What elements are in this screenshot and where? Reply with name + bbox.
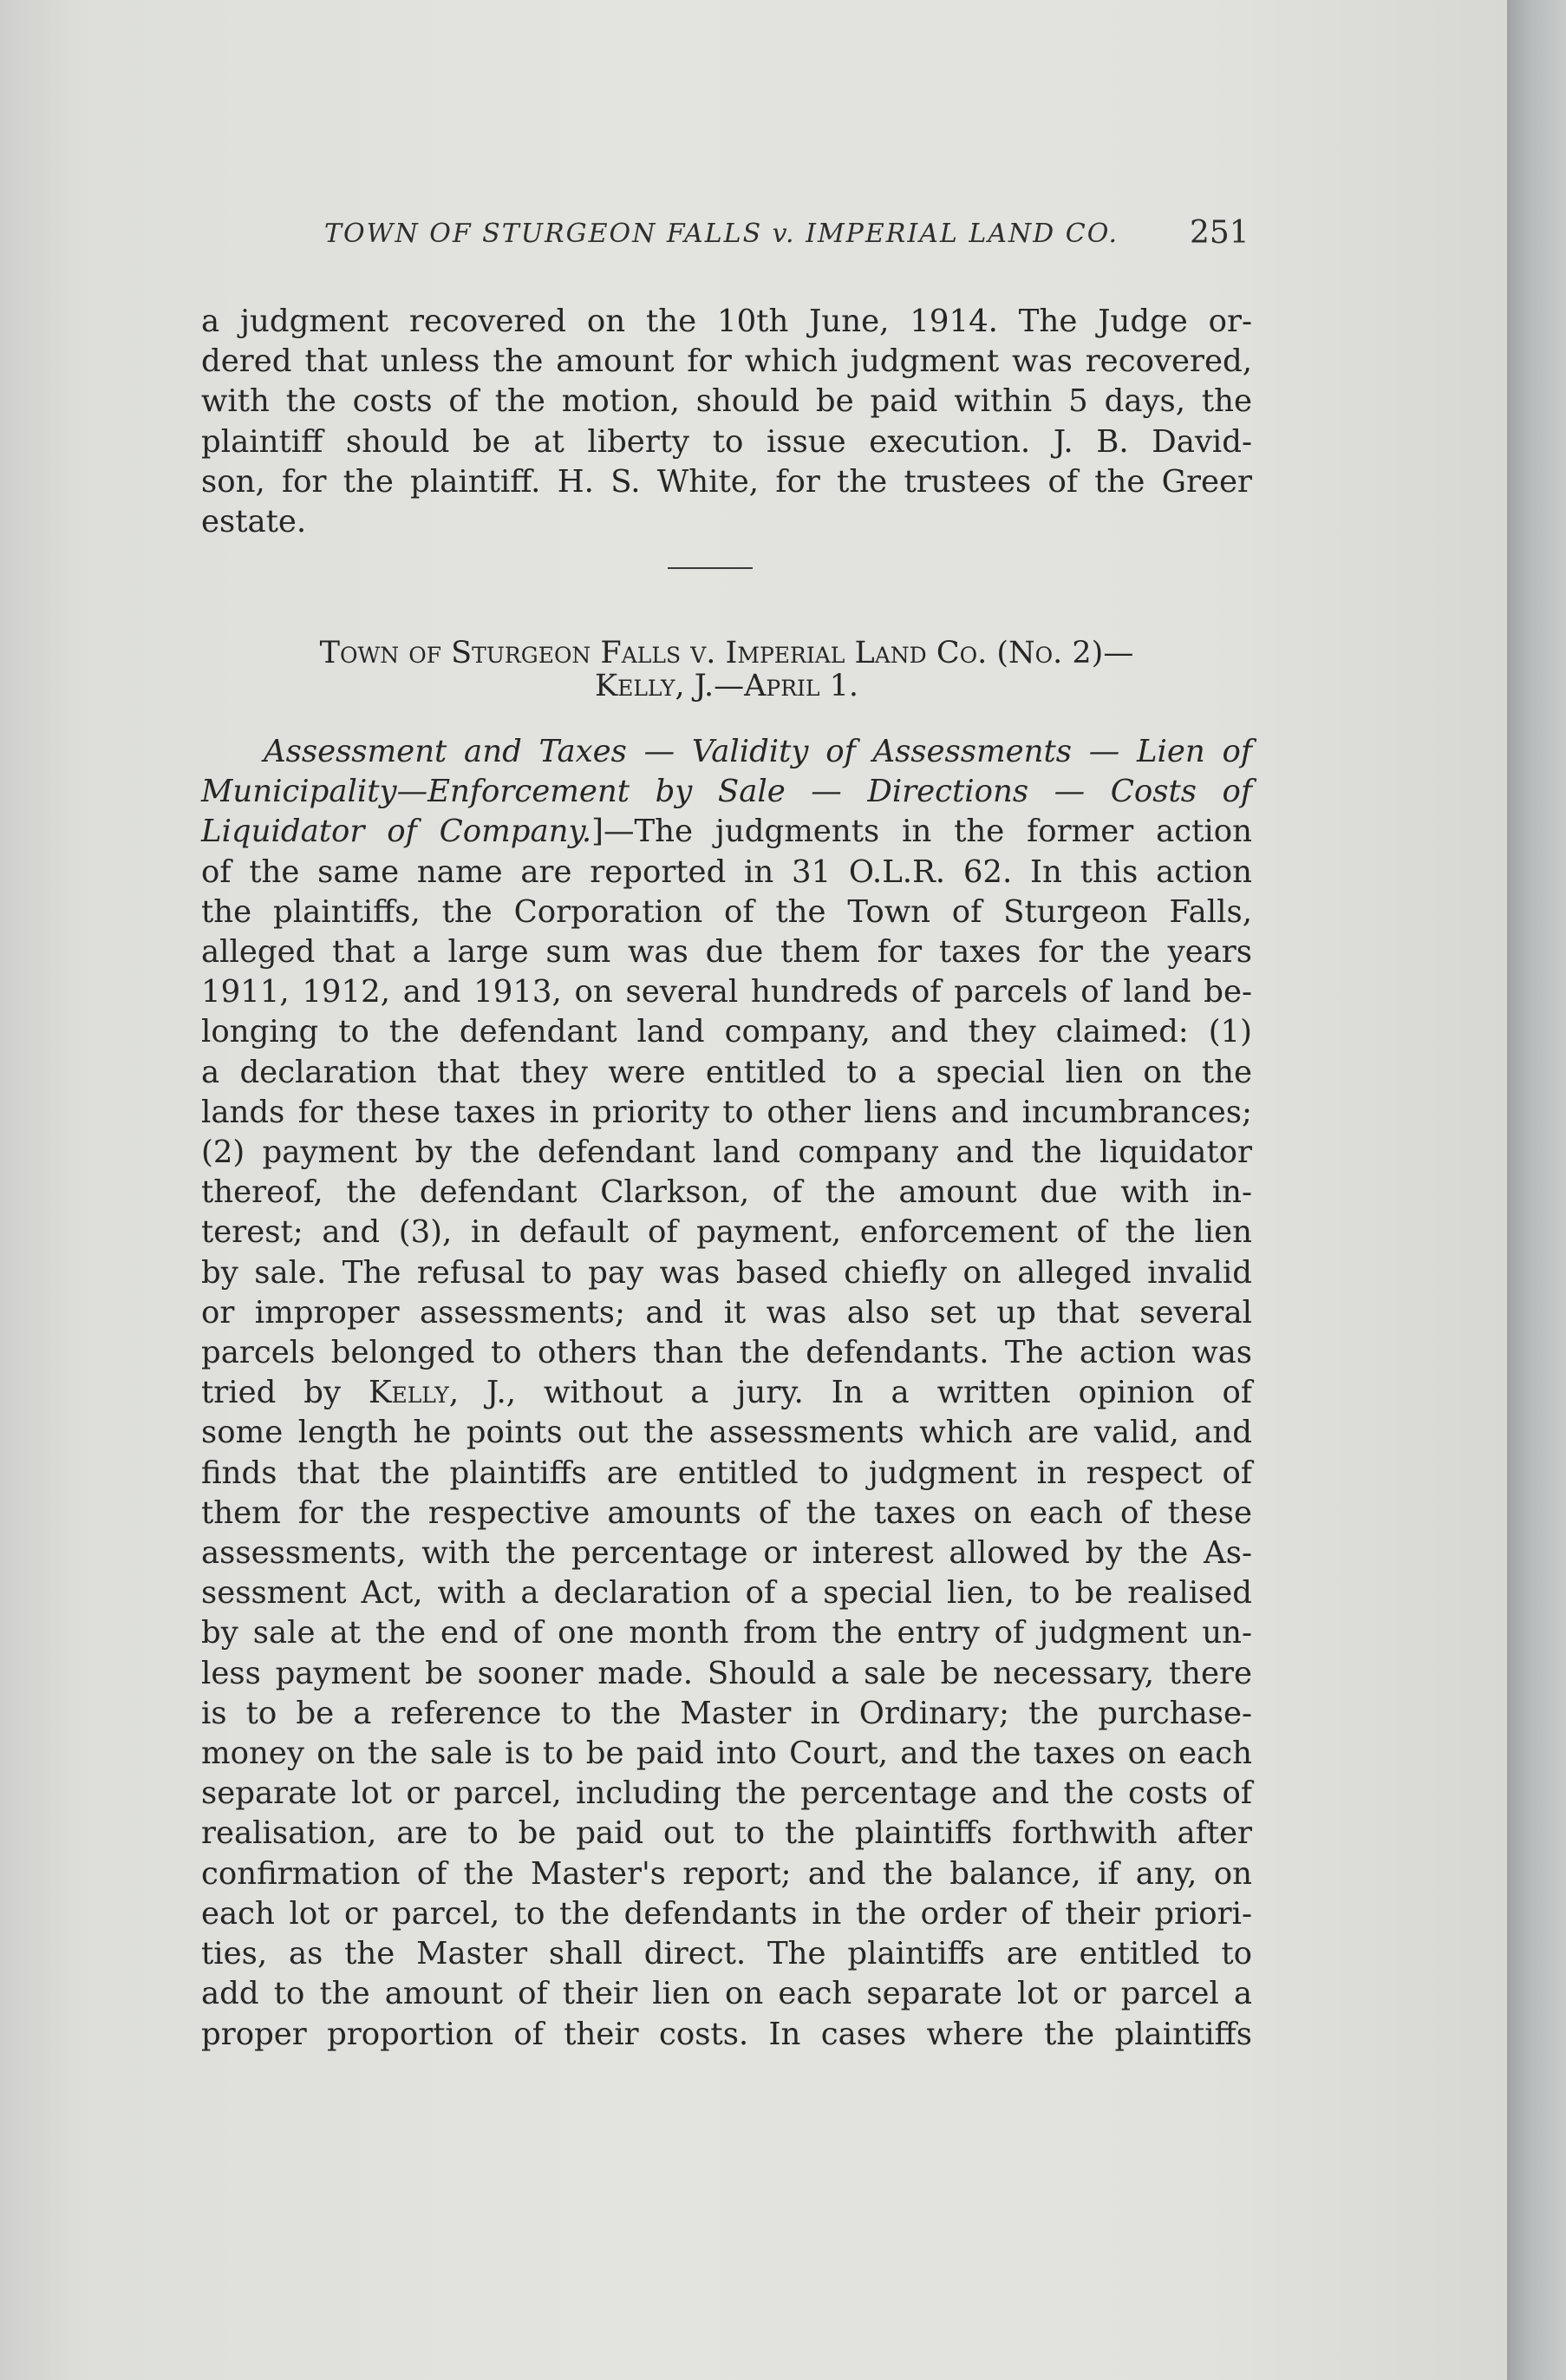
text-line: by sale. The refusal to pay was based chiefly on alleged invalid [201,1254,1252,1291]
paragraph-previous-case [201,302,1252,542]
case-judge-date: Kelly, J.—April 1. [594,669,859,703]
text-line: separate lot or parcel, including the percentage and the costs of [201,1775,1252,1812]
text-line: parcels belonged to others than the defendants. The action was [201,1335,1252,1371]
headnote-line: Municipality—Enforcement by Sale — Directions — Costs of [201,774,1252,810]
text-line: a declaration that they were entitled to a special lien on the [201,1054,1252,1090]
page-edge-shadow [1507,0,1566,2380]
text-line [201,1373,1252,1413]
text-line: less payment be sooner made. Should a sale be necessary, there [201,1655,1252,1691]
text-line: realisation, are to be paid out to the plaintiffs forthwith after [201,1815,1252,1852]
text-line: them for the respective amounts of the taxes on each of these [201,1494,1252,1531]
text-line: by sale at the end of one month from the entry of judgment un- [201,1615,1252,1651]
text-line: or improper assessments; and it was also set up that several [201,1294,1252,1331]
text-line: estate. [201,504,307,540]
text-line: the plaintiffs, the Corporation of the Town of Sturgeon Falls, [201,893,1252,930]
headnote-line: Assessment and Taxes — Validity of Assessments — Lien of [264,734,1252,769]
text-line: longing to the defendant land company, and they claimed: (1) [201,1014,1252,1050]
text-line: lands for these taxes in priority to other liens and incumbrances; [201,1094,1252,1130]
text-line: of the same name are reported in 31 O.L.R. 62. In this action [201,853,1252,890]
text-line: is to be a reference to the Master in Ordinary; the purchase- [201,1695,1252,1731]
headnote-italic: Liquidator of Company. [201,814,592,850]
text-line: dered that unless the amount for which judgment was recovered, [201,343,1252,380]
text-line: confirmation of the Master's report; and the balance, if any, on [201,1855,1252,1892]
running-title: TOWN OF STURGEON FALLS v. IMPERIAL LAND CO. [324,219,1119,249]
text-line: proper proportion of their costs. In cases where the plaintiffs [201,2016,1252,2052]
text-line: money on the sale is to be paid into Court, and the taxes on each [201,1736,1252,1772]
text-line: thereof, the defendant Clarkson, of the amount due with in- [201,1174,1252,1211]
headnote-line [201,812,1252,852]
text-line: finds that the plaintiffs are entitled to judgment in respect of [201,1455,1252,1491]
text-line: add to the amount of their lien on each separate lot or parcel a [201,1976,1252,2012]
text-line: a judgment recovered on the 10th June, 1914. The Judge or- [201,304,1252,339]
text-line: son, for the plaintiff. H. S. White, for the trustees of the Greer [201,463,1252,500]
text-segment: , J., without a jury. In a written opinion of [448,1375,1252,1411]
text-line: plaintiff should be at liberty to issue execution. J. B. David- [201,423,1252,460]
text-line: each lot or parcel, to the defendants in the order of their priori- [201,1895,1252,1932]
section-divider [668,567,753,569]
text-line: terest; and (3), in default of payment, enforcement of the lien [201,1214,1252,1251]
text-line: ties, as the Master shall direct. The plaintiffs are entitled to [201,1936,1252,1972]
text-line: (2) payment by the defendant land company and the liquidator [201,1134,1252,1171]
text-line: sessment Act, with a declaration of a special lien, to be realised [201,1575,1252,1612]
text-line: 1911, 1912, and 1913, on several hundreds of parcels of land be- [201,974,1252,1010]
page-number: 251 [1190,215,1250,251]
paragraph-case-report [201,732,1252,2055]
case-title: Town of Sturgeon Falls v. Imperial Land Co. (No. 2)— [319,636,1134,670]
text-line: assessments, with the percentage or interest allowed by the As- [201,1535,1252,1572]
text-line: with the costs of the motion, should be paid within 5 days, the [201,383,1252,420]
judge-name: Kelly [368,1375,449,1411]
text-line: some length he points out the assessments which are valid, and [201,1415,1252,1451]
text-segment: tried by [201,1375,369,1411]
headnote-rest: ]—The judgments in the former action [591,814,1253,850]
running-header [324,215,1250,258]
text-line: alleged that a large sum was due them for taxes for the years [201,934,1252,971]
